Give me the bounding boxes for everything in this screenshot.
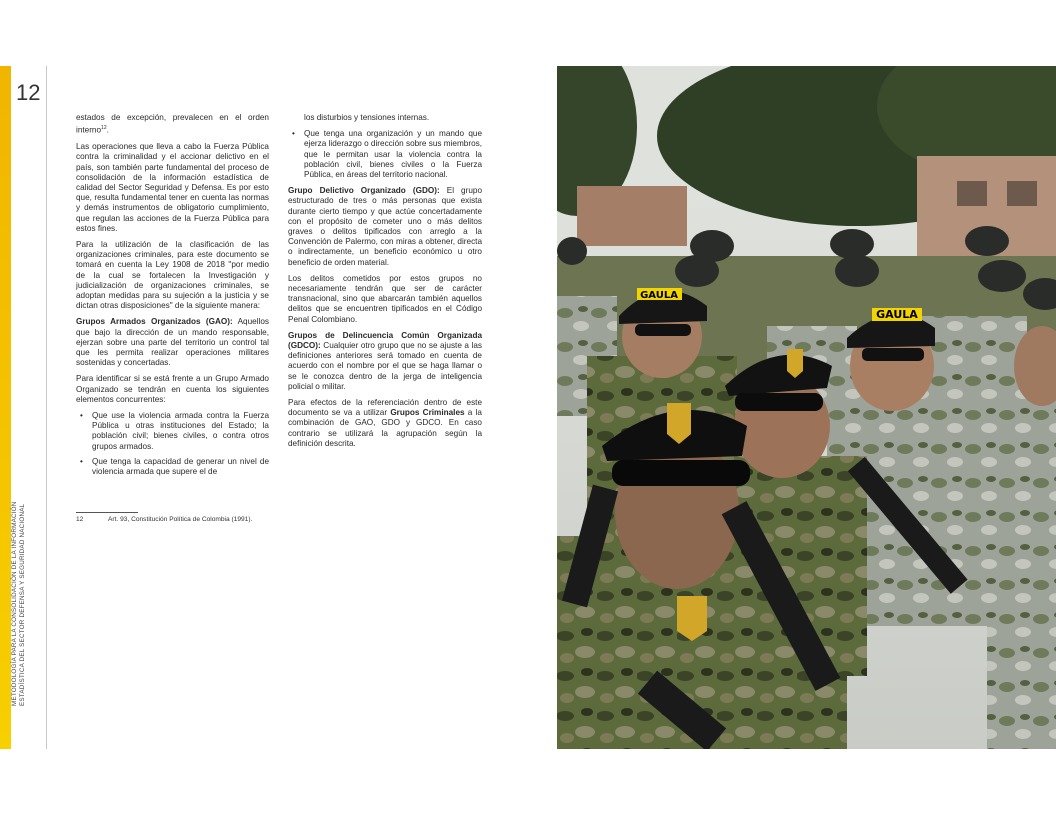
list-item: • Que tenga una organización y un mando que ejerza liderazgo o dirección sobre sus miembros, que le permitan usar la violencia contra la población civil, bienes civiles o la Fuerza Pública, en áreas del territorio nacional. <box>288 129 482 180</box>
page-number: 12 <box>16 80 41 105</box>
paragraph-identificar: Para identificar si se está frente a un Grupo Armado Organizado se tendrán en cuenta los siguientes elementos concurrentes: <box>76 374 269 404</box>
footnote <box>76 516 276 523</box>
list-item-continuation: los disturbios y tensiones internas. <box>304 113 430 122</box>
soldiers-photo <box>557 66 1056 749</box>
term-gao: Grupos Armados Organizados (GAO): <box>76 317 233 327</box>
left-column <box>76 113 269 483</box>
term-grupos-criminales: Grupos Criminales <box>390 408 465 418</box>
criteria-list-continued <box>288 129 482 180</box>
term-gdo: Grupo Delictivo Organizado (GDO): <box>288 186 440 196</box>
term-gdco: Grupos de Delincuencia Común Organizada (GDCO): <box>288 330 482 351</box>
paragraph-estados <box>76 113 269 136</box>
right-column <box>288 113 482 455</box>
beret-label: GAULA <box>640 290 678 301</box>
definition-gdo <box>288 186 482 268</box>
criteria-list <box>76 411 269 477</box>
footnote-number: 12 <box>76 516 84 523</box>
paragraph-referenciacion <box>288 398 482 449</box>
paragraph-delitos: Los delitos cometidos por estos grupos no necesariamente tendrán que ser de carácter transnacional, sino que abarcarán también aquellos delitos que se encuentren tipificados en el Código Penal Colombiano. <box>288 273 482 324</box>
running-title-line1: METODOLOGÍA PARA LA CONSOLIDACIÓN DE LA INFORMACIÓN <box>11 501 18 706</box>
footnote-divider <box>76 512 138 513</box>
margin-divider <box>46 66 47 749</box>
photo-illustration <box>557 66 1056 749</box>
final-text-pre: Para efectos de la referenciación dentro de este documento se va a utilizar <box>288 398 482 418</box>
footnote-ref[interactable]: 12 <box>101 125 107 132</box>
paragraph-end: . <box>106 125 109 135</box>
definition-gdco-text: Cualquier otro grupo que no se ajuste a las definiciones anteriores será tomado en cuenta de acuerdo con el nombre por el que se haga llamar o se le conozca dentro de la jerga de inteligencia policial o militar. <box>288 341 482 391</box>
definition-gao <box>76 317 269 368</box>
running-title <box>11 446 27 706</box>
paragraph-text: estados de excepción, prevalecen en el orden interno <box>76 113 269 135</box>
final-text-post: a la combinación de GAO, GDO y GDCO. En caso contrario se utilizará la agrupación según la definición descrita. <box>288 408 482 448</box>
running-title-line2: ESTADÍSTICA DEL SECTOR DEFENSA Y SEGURIDAD NACIONAL <box>19 503 26 706</box>
definition-gdo-text: El grupo estructurado de tres o más personas que exista durante cierto tiempo y que actúe concertadamente con el propósito de cometer uno o más delitos graves o delitos tipificados con arreglo a la Convención de Palermo, con miras a obtener, directa o indirectamente, un beneficio económico u otro beneficio de orden material. <box>288 186 482 267</box>
list-item: • Que use la violencia armada contra la Fuerza Pública u otras instituciones del Estado; la población civil; bienes civiles, o contra otros grupos armados. <box>76 411 269 452</box>
accent-bar <box>0 66 11 749</box>
definition-gdco <box>288 331 482 392</box>
paragraph-clasificacion: Para la utilización de la clasificación de las organizaciones criminales, para este documento se tomará en cuenta la Ley 1908 de 2018 "por medio de la cual se fortalecen la Investigación y judicialización de organizaciones criminales, se adoptan medidas para su sujeción a la justicia y se dictan otras disposiciones" de la siguiente manera: <box>76 239 269 311</box>
beret-label: GAULA <box>876 308 918 321</box>
footnote-text: Art. 93, Constitución Política de Colombia (1991). <box>108 516 253 523</box>
definition-gao-text: Aquellos que bajo la dirección de un mando responsable, ejerzan sobre una parte del territorio un control tal que les permita realizar operaciones militares sostenidas y concertadas. <box>76 317 269 368</box>
list-item: • Que tenga la capacidad de generar un nivel de violencia armada que supere el de <box>76 457 269 477</box>
paragraph-operaciones: Las operaciones que lleva a cabo la Fuerza Pública contra la criminalidad y el accionar delictivo en el país, son también parte fundamental del proceso de consolidación de la información estadística de calidad del Sector Seguridad y Defensa. Es por esto que, resulta fundamental tener en cuenta las normas y demás instrumentos de obligatorio cumplimiento, que regulan las acciones de la Fuerza Pública para estos fines. <box>76 142 269 233</box>
